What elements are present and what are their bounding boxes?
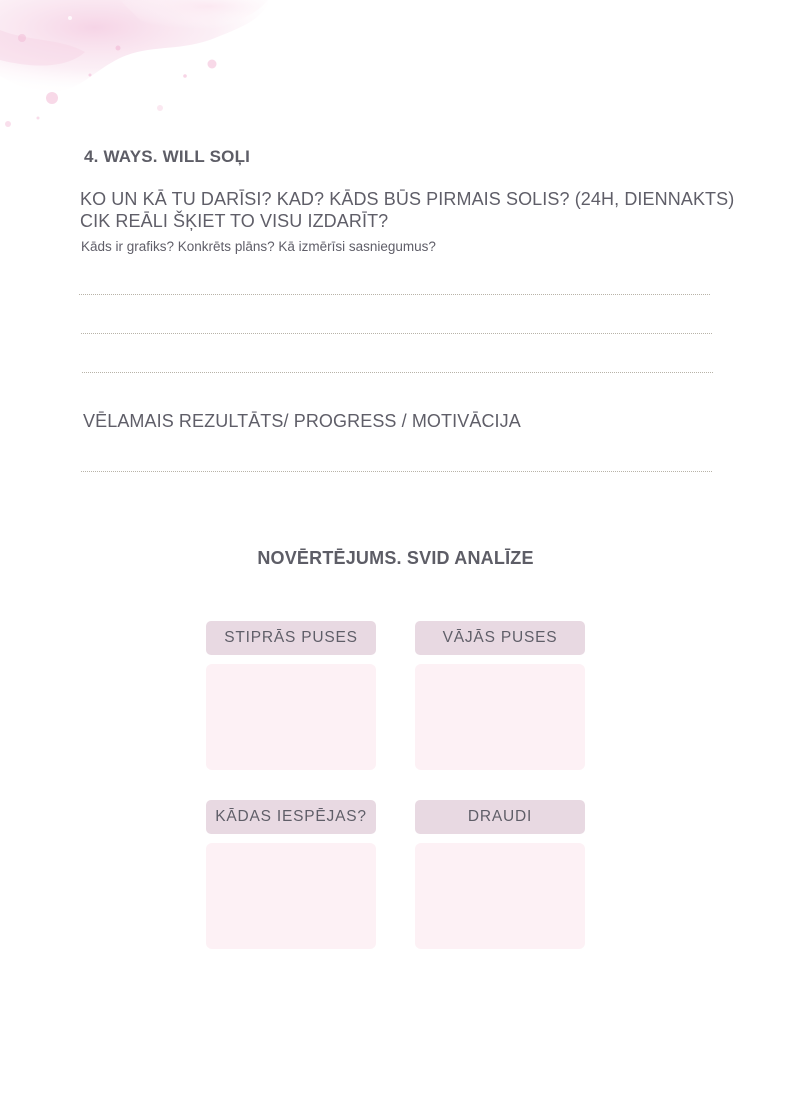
swot-title: NOVĒRTĒJUMS. SVID ANALĪZE xyxy=(257,548,534,568)
question-line: CIK REĀLI ŠĶIET TO VISU IZDARĪT? xyxy=(80,211,389,231)
sub-question: Kāds ir grafiks? Konkrēts plāns? Kā izmērīsi sasniegumus? xyxy=(81,239,436,254)
writing-line[interactable] xyxy=(81,333,712,334)
strengths-label: STIPRĀS PUSES xyxy=(206,621,376,655)
opportunities-box[interactable] xyxy=(206,843,376,949)
question-text xyxy=(80,188,735,232)
result-label: VĒLAMAIS REZULTĀTS/ PROGRESS / MOTIVĀCIJA xyxy=(83,411,521,431)
watercolor-decoration xyxy=(0,0,280,140)
writing-line[interactable] xyxy=(82,372,713,373)
threats-box[interactable] xyxy=(415,843,585,949)
writing-line[interactable] xyxy=(79,294,710,295)
opportunities-label: KĀDAS IESPĒJAS? xyxy=(206,800,376,834)
strengths-box[interactable] xyxy=(206,664,376,770)
writing-line[interactable] xyxy=(81,471,712,472)
threats-label: DRAUDI xyxy=(415,800,585,834)
section-heading: 4. WAYS. WILL SOĻI xyxy=(84,147,251,166)
weaknesses-label: VĀJĀS PUSES xyxy=(415,621,585,655)
question-line: KO UN KĀ TU DARĪSI? KAD? KĀDS BŪS PIRMAIS SOLIS? (24H, DIENNAKTS) xyxy=(80,189,735,209)
weaknesses-box[interactable] xyxy=(415,664,585,770)
